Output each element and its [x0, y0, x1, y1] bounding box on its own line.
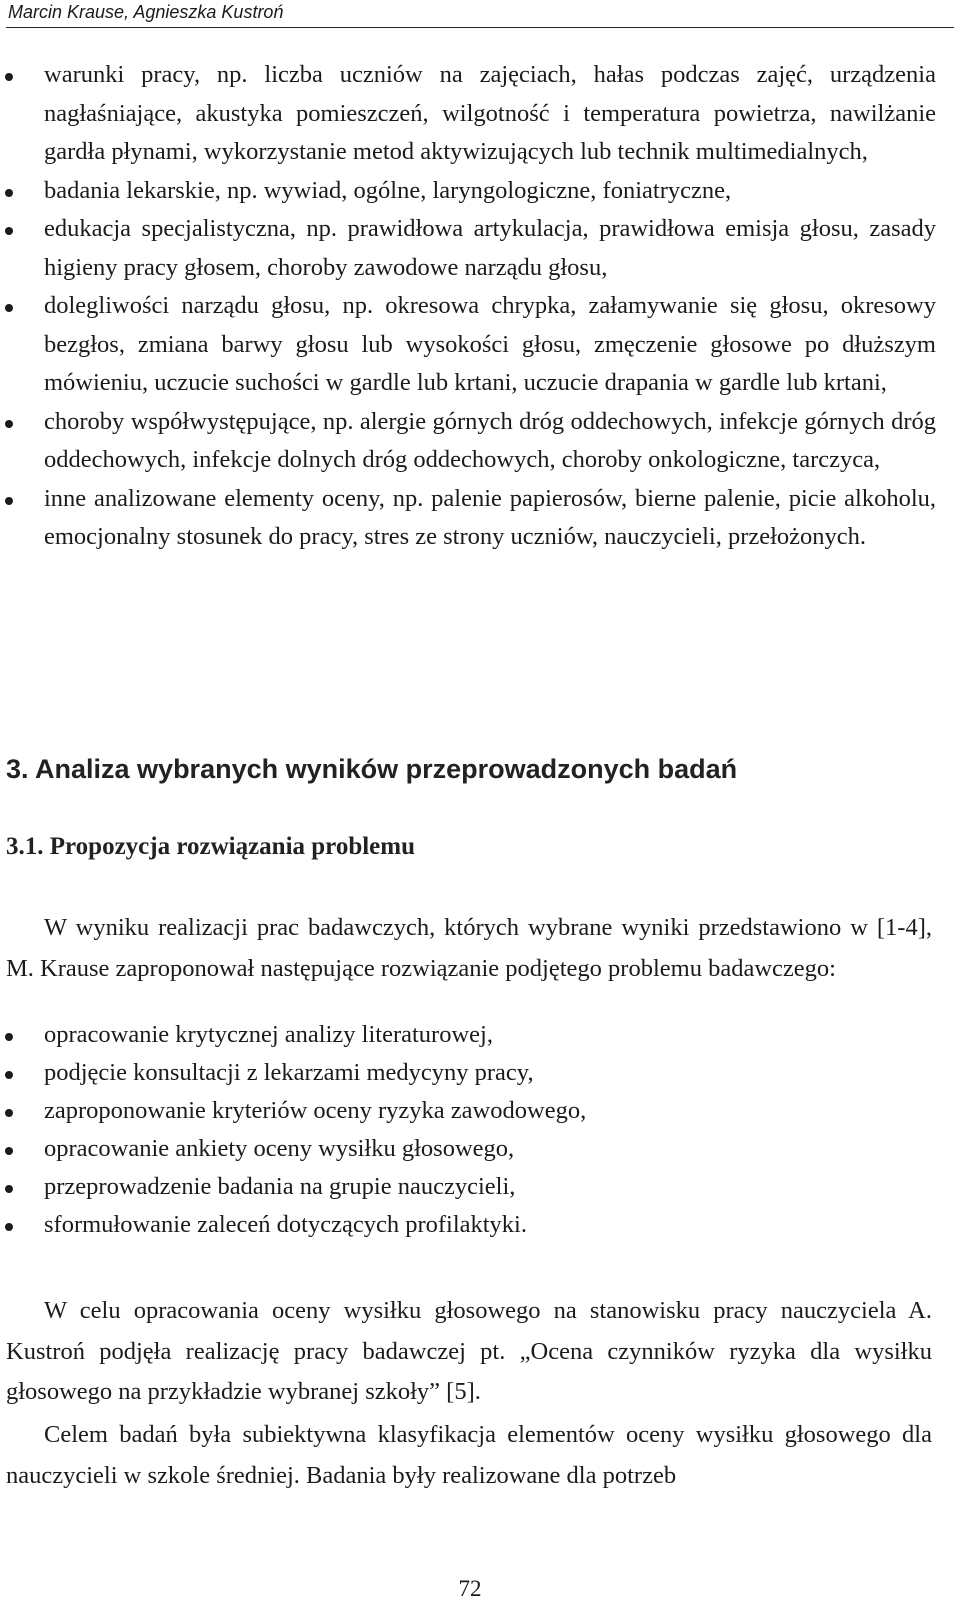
bullet-icon — [5, 1109, 13, 1117]
bullet-icon — [5, 1223, 13, 1231]
section-heading: 3. Analiza wybranych wyników przeprowadzonych badań — [6, 754, 738, 784]
list-item: zaproponowanie kryteriów oceny ryzyka zawodowego, — [0, 1092, 960, 1130]
bullet-icon — [5, 1185, 13, 1193]
list-item: przeprowadzenie badania na grupie nauczycieli, — [0, 1168, 960, 1206]
list-item: badania lekarskie, np. wywiad, ogólne, laryngologiczne, foniatryczne, — [0, 172, 960, 211]
bullet-icon — [5, 304, 13, 312]
list-item: dolegliwości narządu głosu, np. okresowa chrypka, załamywanie się głosu, okresowy bezgłos, zmiana barwy głosu lub wysokości głosu, zmęczenie głosowe po dłuższym mówieniu, uczucie suchości w gardle lub krtani, uczucie drapania w gardle lub krtani, — [0, 287, 960, 403]
list-item: opracowanie krytycznej analizy literaturowej, — [0, 1016, 960, 1054]
list-item: sformułowanie zaleceń dotyczących profilaktyki. — [0, 1206, 960, 1244]
subsection-heading: 3.1. Propozycja rozwiązania problemu — [6, 833, 415, 860]
list-item: podjęcie konsultacji z lekarzami medycyny pracy, — [0, 1054, 960, 1092]
paragraph-research-goal: W celu opracowania oceny wysiłku głosowego na stanowisku pracy nauczyciela A. Kustroń podjęła realizację pracy badawczej pt. „Ocena czynników ryzyka dla wysiłku głosowego na przykładzie wybranej szkoły” [5]. — [6, 1297, 932, 1405]
list-item: warunki pracy, np. liczba uczniów na zajęciach, hałas podczas zajęć, urządzenia nagłaśniające, akustyka pomieszczeń, wilgotność i temperatura powietrza, nawilżanie gardła płynami, wykorzystanie metod aktywizujących lub technik multimedialnych, — [0, 56, 960, 172]
bullet-list-assessment-elements — [0, 56, 960, 557]
header-rule — [6, 27, 954, 28]
list-item: opracowanie ankiety oceny wysiłku głosowego, — [0, 1130, 960, 1168]
bullet-list-proposed-solution — [0, 1016, 960, 1245]
bullet-icon — [5, 1033, 13, 1041]
bullet-icon — [5, 73, 13, 81]
paragraph-research-results: W wyniku realizacji prac badawczych, których wybrane wyniki przedstawiono w [1-4], M. Krause zaproponował następujące rozwiązanie podjętego problemu badawczego: — [6, 914, 932, 982]
list-item: inne analizowane elementy oceny, np. palenie papierosów, bierne palenie, picie alkoholu, emocjonalny stosunek do pracy, stres ze strony uczniów, nauczycieli, przełożonych. — [0, 480, 960, 557]
bullet-icon — [5, 227, 13, 235]
bullet-icon — [5, 497, 13, 505]
page-number: 72 — [458, 1576, 482, 1601]
bullet-icon — [5, 189, 13, 197]
bullet-icon — [5, 420, 13, 428]
bullet-icon — [5, 1071, 13, 1079]
paragraph-study-aim: Celem badań była subiektywna klasyfikacja elementów oceny wysiłku głosowego dla nauczycieli w szkole średniej. Badania były realizowane dla potrzeb — [6, 1421, 932, 1489]
bullet-icon — [5, 1147, 13, 1155]
running-header-authors: Marcin Krause, Agnieszka Kustroń — [8, 2, 284, 22]
list-item: edukacja specjalistyczna, np. prawidłowa artykulacja, prawidłowa emisja głosu, zasady higieny pracy głosem, choroby zawodowe narządu głosu, — [0, 210, 960, 287]
list-item: choroby współwystępujące, np. alergie górnych dróg oddechowych, infekcje górnych dróg oddechowych, infekcje dolnych dróg oddechowych, choroby onkologiczne, tarczyca, — [0, 403, 960, 480]
